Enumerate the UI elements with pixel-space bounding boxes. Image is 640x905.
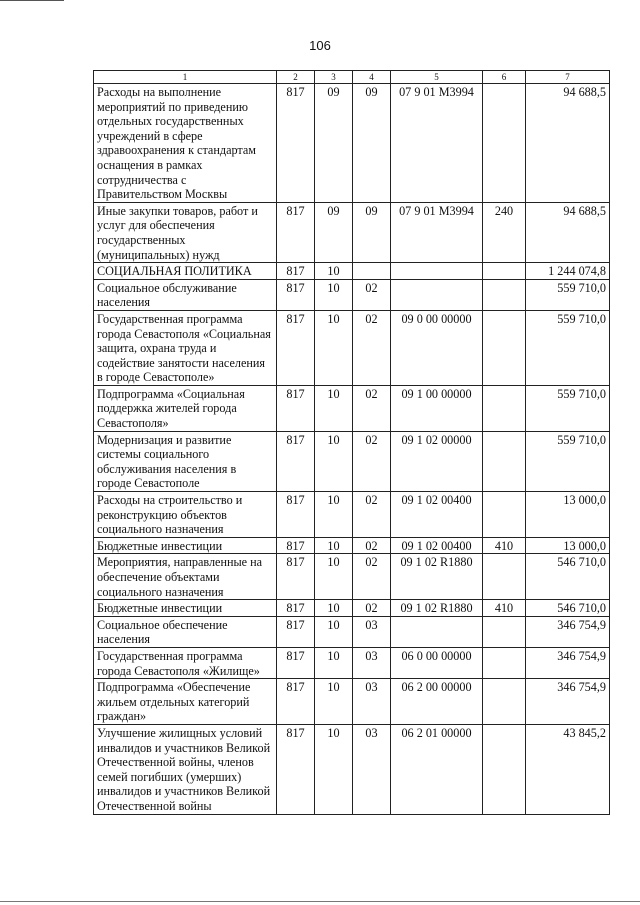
cell-subsection: 09 bbox=[353, 202, 391, 262]
cell-ministry-code: 817 bbox=[277, 679, 315, 725]
cell-section: 10 bbox=[315, 310, 353, 385]
cell-target-article: 09 0 00 00000 bbox=[391, 310, 483, 385]
table-row bbox=[94, 647, 610, 678]
cell-target-article: 09 1 02 00400 bbox=[391, 492, 483, 538]
top-rule bbox=[0, 0, 64, 1]
cell-amount: 559 710,0 bbox=[526, 431, 610, 491]
header-cell: 6 bbox=[483, 71, 526, 84]
cell-expense-type bbox=[483, 279, 526, 310]
cell-expense-type bbox=[483, 679, 526, 725]
cell-subsection: 03 bbox=[353, 616, 391, 647]
cell-target-article: 09 1 00 00000 bbox=[391, 385, 483, 431]
cell-expense-type bbox=[483, 310, 526, 385]
cell-name: Мероприятия, направленные на обеспечение объектами социального назначения bbox=[94, 554, 277, 600]
cell-subsection: 02 bbox=[353, 279, 391, 310]
cell-expense-type: 240 bbox=[483, 202, 526, 262]
cell-name: Бюджетные инвестиции bbox=[94, 537, 277, 554]
cell-subsection: 02 bbox=[353, 600, 391, 617]
cell-target-article: 09 1 02 R1880 bbox=[391, 600, 483, 617]
cell-name: Модернизация и развитие системы социального обслуживания населения в городе Севастополе bbox=[94, 431, 277, 491]
header-cell: 1 bbox=[94, 71, 277, 84]
bottom-rule bbox=[0, 901, 640, 902]
cell-name: Расходы на выполнение мероприятий по приведению отдельных государственных учреждений в сфере здравоохранения к стандартам оснащения в рамках сотрудничества с Правительством Москвы bbox=[94, 84, 277, 203]
cell-target-article: 09 1 02 R1880 bbox=[391, 554, 483, 600]
cell-subsection: 03 bbox=[353, 679, 391, 725]
cell-section: 09 bbox=[315, 84, 353, 203]
cell-ministry-code: 817 bbox=[277, 616, 315, 647]
cell-name: Государственная программа города Севастополя «Жилище» bbox=[94, 647, 277, 678]
cell-expense-type bbox=[483, 554, 526, 600]
cell-target-article: 09 1 02 00000 bbox=[391, 431, 483, 491]
cell-section: 10 bbox=[315, 263, 353, 280]
cell-section: 10 bbox=[315, 492, 353, 538]
cell-subsection: 03 bbox=[353, 647, 391, 678]
cell-amount: 559 710,0 bbox=[526, 385, 610, 431]
cell-section: 10 bbox=[315, 537, 353, 554]
cell-section: 10 bbox=[315, 724, 353, 814]
cell-section: 10 bbox=[315, 431, 353, 491]
cell-amount: 13 000,0 bbox=[526, 537, 610, 554]
table-row bbox=[94, 431, 610, 491]
cell-ministry-code: 817 bbox=[277, 84, 315, 203]
header-cell: 7 bbox=[526, 71, 610, 84]
cell-target-article: 06 2 00 00000 bbox=[391, 679, 483, 725]
cell-name: Социальное обеспечение населения bbox=[94, 616, 277, 647]
cell-amount: 559 710,0 bbox=[526, 279, 610, 310]
header-cell: 5 bbox=[391, 71, 483, 84]
cell-section: 10 bbox=[315, 385, 353, 431]
cell-amount: 346 754,9 bbox=[526, 679, 610, 725]
cell-name: Расходы на строительство и реконструкцию объектов социального назначения bbox=[94, 492, 277, 538]
cell-expense-type: 410 bbox=[483, 600, 526, 617]
table-row bbox=[94, 385, 610, 431]
cell-name: Подпрограмма «Обеспечение жильем отдельных категорий граждан» bbox=[94, 679, 277, 725]
cell-expense-type bbox=[483, 263, 526, 280]
cell-subsection: 02 bbox=[353, 554, 391, 600]
cell-name: Государственная программа города Севастополя «Социальная защита, охрана труда и содействие занятости населения в городе Севастополе» bbox=[94, 310, 277, 385]
cell-ministry-code: 817 bbox=[277, 263, 315, 280]
header-cell: 4 bbox=[353, 71, 391, 84]
cell-expense-type bbox=[483, 385, 526, 431]
table-row bbox=[94, 554, 610, 600]
cell-expense-type bbox=[483, 492, 526, 538]
cell-expense-type: 410 bbox=[483, 537, 526, 554]
cell-amount: 94 688,5 bbox=[526, 202, 610, 262]
cell-section: 10 bbox=[315, 679, 353, 725]
cell-ministry-code: 817 bbox=[277, 600, 315, 617]
cell-amount: 559 710,0 bbox=[526, 310, 610, 385]
cell-target-article bbox=[391, 263, 483, 280]
table-row bbox=[94, 263, 610, 280]
table-row bbox=[94, 202, 610, 262]
cell-amount: 1 244 074,8 bbox=[526, 263, 610, 280]
table-row bbox=[94, 537, 610, 554]
table-row bbox=[94, 600, 610, 617]
table-row bbox=[94, 279, 610, 310]
cell-name: Улучшение жилищных условий инвалидов и участников Великой Отечественной войны, членов семей погибших (умерших) инвалидов и участников Великой Отечественной войны bbox=[94, 724, 277, 814]
cell-target-article: 09 1 02 00400 bbox=[391, 537, 483, 554]
table-row bbox=[94, 84, 610, 203]
table-row bbox=[94, 310, 610, 385]
table-row bbox=[94, 724, 610, 814]
table-row bbox=[94, 492, 610, 538]
header-cell: 3 bbox=[315, 71, 353, 84]
cell-name: Иные закупки товаров, работ и услуг для обеспечения государственных (муниципальных) нужд bbox=[94, 202, 277, 262]
cell-amount: 13 000,0 bbox=[526, 492, 610, 538]
cell-ministry-code: 817 bbox=[277, 492, 315, 538]
header-cell: 2 bbox=[277, 71, 315, 84]
cell-ministry-code: 817 bbox=[277, 554, 315, 600]
table-row bbox=[94, 616, 610, 647]
cell-expense-type bbox=[483, 647, 526, 678]
cell-amount: 43 845,2 bbox=[526, 724, 610, 814]
cell-amount: 94 688,5 bbox=[526, 84, 610, 203]
cell-name: Подпрограмма «Социальная поддержка жителей города Севастополя» bbox=[94, 385, 277, 431]
header-row bbox=[94, 71, 610, 84]
cell-subsection: 03 bbox=[353, 724, 391, 814]
cell-name: Бюджетные инвестиции bbox=[94, 600, 277, 617]
cell-target-article: 07 9 01 М3994 bbox=[391, 84, 483, 203]
table-row bbox=[94, 679, 610, 725]
cell-target-article: 07 9 01 М3994 bbox=[391, 202, 483, 262]
cell-target-article: 06 0 00 00000 bbox=[391, 647, 483, 678]
cell-ministry-code: 817 bbox=[277, 724, 315, 814]
cell-target-article bbox=[391, 616, 483, 647]
cell-ministry-code: 817 bbox=[277, 279, 315, 310]
cell-ministry-code: 817 bbox=[277, 385, 315, 431]
cell-ministry-code: 817 bbox=[277, 310, 315, 385]
cell-amount: 346 754,9 bbox=[526, 647, 610, 678]
cell-expense-type bbox=[483, 724, 526, 814]
cell-ministry-code: 817 bbox=[277, 202, 315, 262]
cell-section: 10 bbox=[315, 647, 353, 678]
cell-section: 10 bbox=[315, 616, 353, 647]
cell-ministry-code: 817 bbox=[277, 431, 315, 491]
cell-subsection bbox=[353, 263, 391, 280]
cell-target-article bbox=[391, 279, 483, 310]
cell-section: 10 bbox=[315, 279, 353, 310]
cell-amount: 546 710,0 bbox=[526, 554, 610, 600]
cell-section: 10 bbox=[315, 554, 353, 600]
cell-section: 10 bbox=[315, 600, 353, 617]
cell-subsection: 02 bbox=[353, 310, 391, 385]
budget-table bbox=[93, 70, 610, 815]
cell-amount: 546 710,0 bbox=[526, 600, 610, 617]
cell-section: 09 bbox=[315, 202, 353, 262]
cell-ministry-code: 817 bbox=[277, 537, 315, 554]
cell-amount: 346 754,9 bbox=[526, 616, 610, 647]
cell-target-article: 06 2 01 00000 bbox=[391, 724, 483, 814]
cell-subsection: 02 bbox=[353, 492, 391, 538]
page-number: 106 bbox=[309, 38, 331, 53]
cell-name: Социальное обслуживание населения bbox=[94, 279, 277, 310]
cell-subsection: 02 bbox=[353, 431, 391, 491]
cell-subsection: 02 bbox=[353, 537, 391, 554]
cell-name: СОЦИАЛЬНАЯ ПОЛИТИКА bbox=[94, 263, 277, 280]
cell-expense-type bbox=[483, 431, 526, 491]
cell-expense-type bbox=[483, 616, 526, 647]
cell-expense-type bbox=[483, 84, 526, 203]
cell-subsection: 09 bbox=[353, 84, 391, 203]
cell-ministry-code: 817 bbox=[277, 647, 315, 678]
cell-subsection: 02 bbox=[353, 385, 391, 431]
